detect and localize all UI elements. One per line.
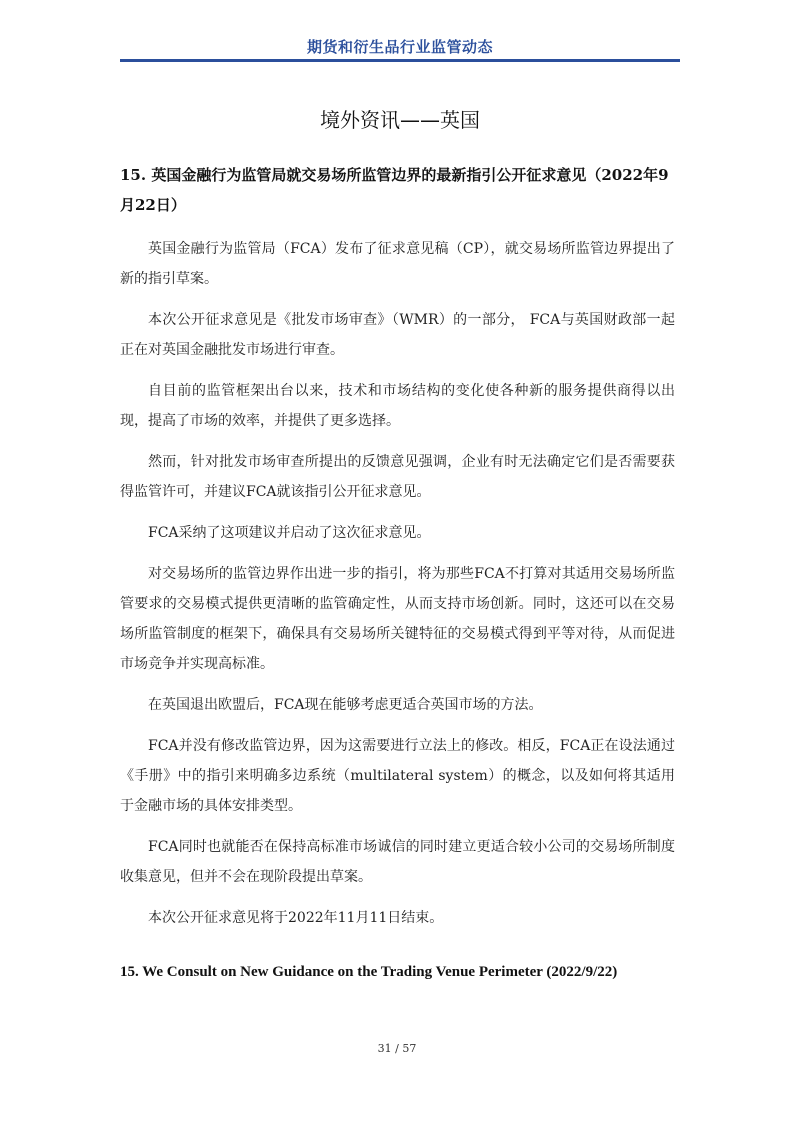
paragraph: 在英国退出欧盟后，FCA现在能够考虑更适合英国市场的方法。 [148, 697, 543, 713]
paragraph: 自目前的监管框架出台以来，技术和市场结构的变化使各种新的服务提供商得以出现，提高了市场的效率，并提供了更多选择。 [120, 383, 675, 429]
paragraph: FCA同时也就能否在保持高标准市场诚信的同时建立更适合较小公司的交易场所制度收集意见，但并不会在现阶段提出草案。 [120, 839, 675, 885]
paragraph: 本次公开征求意见是《批发市场审查》（WMR）的一部分， FCA与英国财政部一起正在对英国金融批发市场进行审查。 [120, 312, 675, 358]
english-article-heading: 15. We Consult on New Guidance on the Trading Venue Perimeter (2022/9/22) [120, 964, 618, 980]
document-header-title: 期货和衍生品行业监管动态 [306, 38, 493, 56]
page-number: 31 / 57 [377, 1042, 417, 1055]
section-title: 境外资讯——英国 [320, 108, 480, 132]
paragraph: 对交易场所的监管边界作出进一步的指引，将为那些FCA不打算对其适用交易场所监管要求的交易模式提供更清晰的监管确定性，从而支持市场创新。同时，这还可以在交易场所监管制度的框架下，确保具有交易场所关键特征的交易模式得到平等对待，从而促进市场竞争并实现高标准。 [120, 566, 675, 672]
paragraph: 本次公开征求意见将于2022年11月11日结束。 [148, 910, 444, 926]
header-divider [120, 59, 680, 62]
paragraph: FCA并没有修改监管边界，因为这需要进行立法上的修改。相反，FCA正在设法通过《手册》中的指引来明确多边系统（multilateral system）的概念，以及如何将其适用于金融市场的具体安排类型。 [120, 738, 675, 814]
paragraph: FCA采纳了这项建议并启动了这次征求意见。 [148, 525, 431, 541]
paragraph: 然而，针对批发市场审查所提出的反馈意见强调，企业有时无法确定它们是否需要获得监管许可，并建议FCA就该指引公开征求意见。 [120, 454, 675, 500]
paragraph: 英国金融行为监管局（FCA）发布了征求意见稿（CP），就交易场所监管边界提出了新的指引草案。 [120, 241, 675, 287]
article-heading: 15. 英国金融行为监管局就交易场所监管边界的最新指引公开征求意见（2022年9月22日） [120, 166, 669, 214]
article-body [120, 234, 675, 944]
